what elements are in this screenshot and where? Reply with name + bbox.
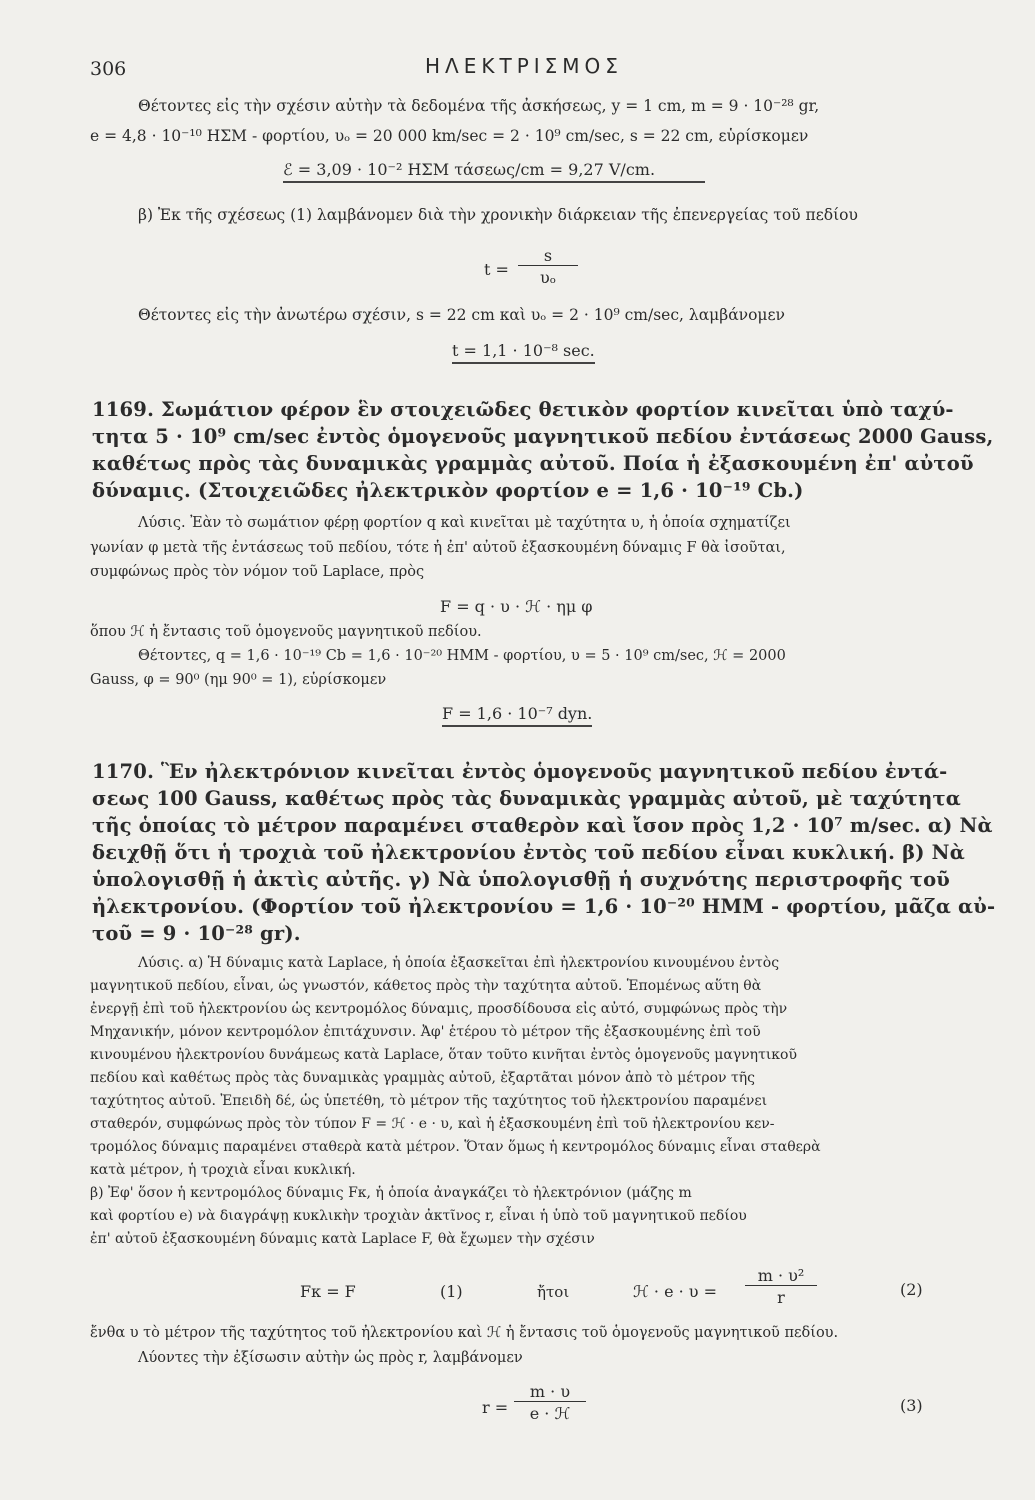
running-title: ΗΛΕΚΤΡΙΣΜΟΣ [425, 54, 623, 78]
fraction-numerator: m · υ [514, 1382, 586, 1402]
formula-t-lhs: t = [484, 260, 509, 279]
text-line: Λύοντες τὴν ἐξίσωσιν αὐτὴν ὡς πρὸς r, λαμβάνομεν [138, 1350, 523, 1366]
text-line: Θέτοντες εἰς τὴν ἀνωτέρω σχέσιν, s = 22 cm καὶ υₒ = 2 · 10⁹ cm/sec, λαμβάνομεν [138, 306, 785, 324]
page-number: 306 [90, 58, 127, 80]
text-line: σταθερόν, συμφώνως πρὸς τὸν τύπον F = ℋ · e · υ, καὶ ἡ ἐξασκουμένη ἐπὶ τοῦ ἠλεκτρονίου κεν- [90, 1116, 775, 1132]
text-line: μαγνητικοῦ πεδίου, εἶναι, ὡς γνωστόν, κάθετος πρὸς τὴν ταχύτητα αὐτοῦ. Ἑπομένως αὕτη θὰ [90, 978, 762, 994]
text-line: κατὰ μέτρον, ἡ τροχιὰ εἶναι κυκλική. [90, 1162, 356, 1178]
text-line: συμφώνως πρὸς τὸν νόμον τοῦ Laplace, πρὸς [90, 564, 425, 580]
text-line: τρομόλος δύναμις παραμένει σταθερὰ κατὰ μέτρον. Ὅταν ὅμως ἡ κεντρομόλος δύναμις εἶναι σταθερὰ [90, 1139, 821, 1155]
text-line: e = 4,8 · 10⁻¹⁰ ΗΣΜ - φορτίου, υₒ = 20 000 km/sec = 2 · 10⁹ cm/sec, s = 22 cm, εὑρίσκομεν [90, 127, 809, 145]
text-line: γωνίαν φ μετὰ τῆς ἐντάσεως τοῦ πεδίου, τότε ἡ ἐπ' αὐτοῦ ἐξασκουμένη δύναμις F θὰ ἰσοῦται, [90, 540, 786, 556]
result-line [442, 704, 592, 723]
text-line: Λύσις. Ἐὰν τὸ σωμάτιον φέρῃ φορτίον q καὶ κινεῖται μὲ ταχύτητα υ, ἡ ὁποία σχηματίζει [138, 515, 791, 531]
fraction-denominator: e · ℋ [529, 1404, 571, 1423]
text-line: πεδίου καὶ καθέτως πρὸς τὰς δυναμικὰς γραμμὰς αὐτοῦ, ἐξαρτᾶται μόνον ἀπὸ τὸ μέτρον τῆς [90, 1070, 755, 1086]
result-a: ℰ = 3,09 · 10⁻² ΗΣΜ τάσεως/cm = 9,27 V/cm. [283, 160, 705, 183]
eq2-lhs: ℋ · e · υ = [633, 1282, 718, 1301]
text-line: ὅπου ℋ ἡ ἔντασις τοῦ ὁμογενοῦς μαγνητικοῦ πεδίου. [90, 624, 482, 640]
result-line [452, 341, 595, 360]
text-line: ἐπ' αὐτοῦ ἐξασκουμένη δύναμις κατὰ Laplace F, θὰ ἔχωμεν τὴν σχέσιν [90, 1231, 595, 1247]
eq3-lhs: r = [482, 1398, 509, 1417]
problem-line: ὑπολογισθῇ ἡ ἀκτὶς αὐτῆς. γ) Νὰ ὑπολογισθῇ ἡ συχνότης περιστροφῆς τοῦ [92, 868, 951, 891]
text-line: ταχύτητος αὐτοῦ. Ἐπειδὴ δέ, ὡς ὑπετέθη, τὸ μέτρον τῆς ταχύτητος τοῦ ἠλεκτρονίου παραμένει [90, 1093, 768, 1109]
text-line: ἐνεργῇ ἐπὶ τοῦ ἠλεκτρονίου ὡς κεντρομόλος δύναμις, προσδίδουσα εἰς αὐτό, συμφώνως πρὸς τὴν [90, 1001, 788, 1017]
eq3-fraction [514, 1382, 586, 1423]
problem-line: σεως 100 Gauss, καθέτως πρὸς τὰς δυναμικὰς γραμμὰς αὐτοῦ, μὲ ταχύτητα [92, 787, 962, 810]
text-line: ἔνθα υ τὸ μέτρον τῆς ταχύτητος τοῦ ἠλεκτρονίου καὶ ℋ ἡ ἔντασις τοῦ ὁμογενοῦς μαγνητικοῦ πεδίου. [90, 1325, 839, 1341]
text-line: Gauss, φ = 90⁰ (ημ 90⁰ = 1), εὑρίσκομεν [90, 672, 387, 688]
eq2-fraction [745, 1266, 817, 1307]
fraction-numerator: s [518, 246, 578, 266]
problem-line: τητα 5 · 10⁹ cm/sec ἐντὸς ὁμογενοῦς μαγνητικοῦ πεδίου ἐντάσεως 2000 Gauss, [92, 425, 994, 448]
problem-line: δειχθῇ ὅτι ἡ τροχιὰ τοῦ ἠλεκτρονίου ἐντὸς τοῦ πεδίου εἶναι κυκλική. β) Νὰ [92, 841, 965, 864]
text-line: Θέτοντες εἰς τὴν σχέσιν αὐτὴν τὰ δεδομένα τῆς ἀσκήσεως, y = 1 cm, m = 9 · 10⁻²⁸ gr, [138, 97, 820, 115]
fraction-denominator: r [777, 1288, 785, 1307]
problem-line: ἠλεκτρονίου. (Φορτίον τοῦ ἠλεκτρονίου = 1,6 · 10⁻²⁰ ΗΜΜ - φορτίου, μᾶζα αὐ- [92, 895, 996, 918]
formula-laplace: F = q · υ · ℋ · ημ φ [440, 597, 593, 616]
eq1-lhs: Fκ = F [300, 1282, 356, 1301]
problem-line: 1169. Σωμάτιον φέρον ἓν στοιχειῶδες θετικὸν φορτίον κινεῖται ὑπὸ ταχύ- [92, 398, 954, 421]
eq3-number: (3) [900, 1396, 923, 1415]
problem-line: δύναμις. (Στοιχειῶδες ἠλεκτρικὸν φορτίον e = 1,6 · 10⁻¹⁹ Cb.) [92, 479, 804, 502]
eq1-word: ἤτοι [537, 1283, 570, 1301]
result-b: t = 1,1 · 10⁻⁸ sec. [452, 341, 595, 364]
text-line: β) Ἐφ' ὅσον ἡ κεντρομόλος δύναμις Fκ, ἡ ὁποία ἀναγκάζει τὸ ἠλεκτρόνιον (μάζης m [90, 1185, 692, 1201]
result-line [283, 160, 705, 179]
fraction-numerator: m · υ² [745, 1266, 817, 1286]
text-line: Λύσις. α) Ἡ δύναμις κατὰ Laplace, ἡ ὁποία ἐξασκεῖται ἐπὶ ἠλεκτρονίου κινουμένου ἐντὸς [138, 955, 780, 971]
text-line: Μηχανικήν, μόνον κεντρομόλον ἐπιτάχυνσιν. Ἀφ' ἑτέρου τὸ μέτρον τῆς ἐξασκουμένης ἐπὶ τοῦ [90, 1024, 761, 1040]
problem-line: 1170. Ἓν ἠλεκτρόνιον κινεῖται ἐντὸς ὁμογενοῦς μαγνητικοῦ πεδίου ἐντά- [92, 760, 948, 783]
eq2-number: (2) [900, 1280, 923, 1299]
result-1169: F = 1,6 · 10⁻⁷ dyn. [442, 704, 592, 727]
problem-line: καθέτως πρὸς τὰς δυναμικὰς γραμμὰς αὐτοῦ. Ποία ἡ ἐξασκουμένη ἐπ' αὐτοῦ [92, 452, 974, 475]
text-line: κινουμένου ἠλεκτρονίου δυνάμεως κατὰ Laplace, ὅταν τοῦτο κινῆται ἐντὸς ὁμογενοῦς μαγνητικοῦ [90, 1047, 797, 1063]
text-line: β) Ἐκ τῆς σχέσεως (1) λαμβάνομεν διὰ τὴν χρονικὴν διάρκειαν τῆς ἐπενεργείας τοῦ πεδίου [138, 206, 858, 224]
fraction-denominator: υₒ [540, 268, 556, 287]
problem-line: τῆς ὁποίας τὸ μέτρον παραμένει σταθερὸν καὶ ἴσον πρὸς 1,2 · 10⁷ m/sec. α) Νὰ [92, 814, 993, 837]
formula-t-fraction [518, 246, 578, 287]
eq1-number: (1) [440, 1282, 463, 1301]
problem-line: τοῦ = 9 · 10⁻²⁸ gr). [92, 922, 301, 945]
text-line: καὶ φορτίου e) νὰ διαγράψῃ κυκλικὴν τροχιὰν ἀκτῖνος r, εἶναι ἡ ὑπὸ τοῦ μαγνητικοῦ πεδίου [90, 1208, 747, 1224]
text-line: Θέτοντες, q = 1,6 · 10⁻¹⁹ Cb = 1,6 · 10⁻²⁰ ΗΜΜ - φορτίου, υ = 5 · 10⁹ cm/sec, ℋ = 2000 [138, 648, 786, 664]
